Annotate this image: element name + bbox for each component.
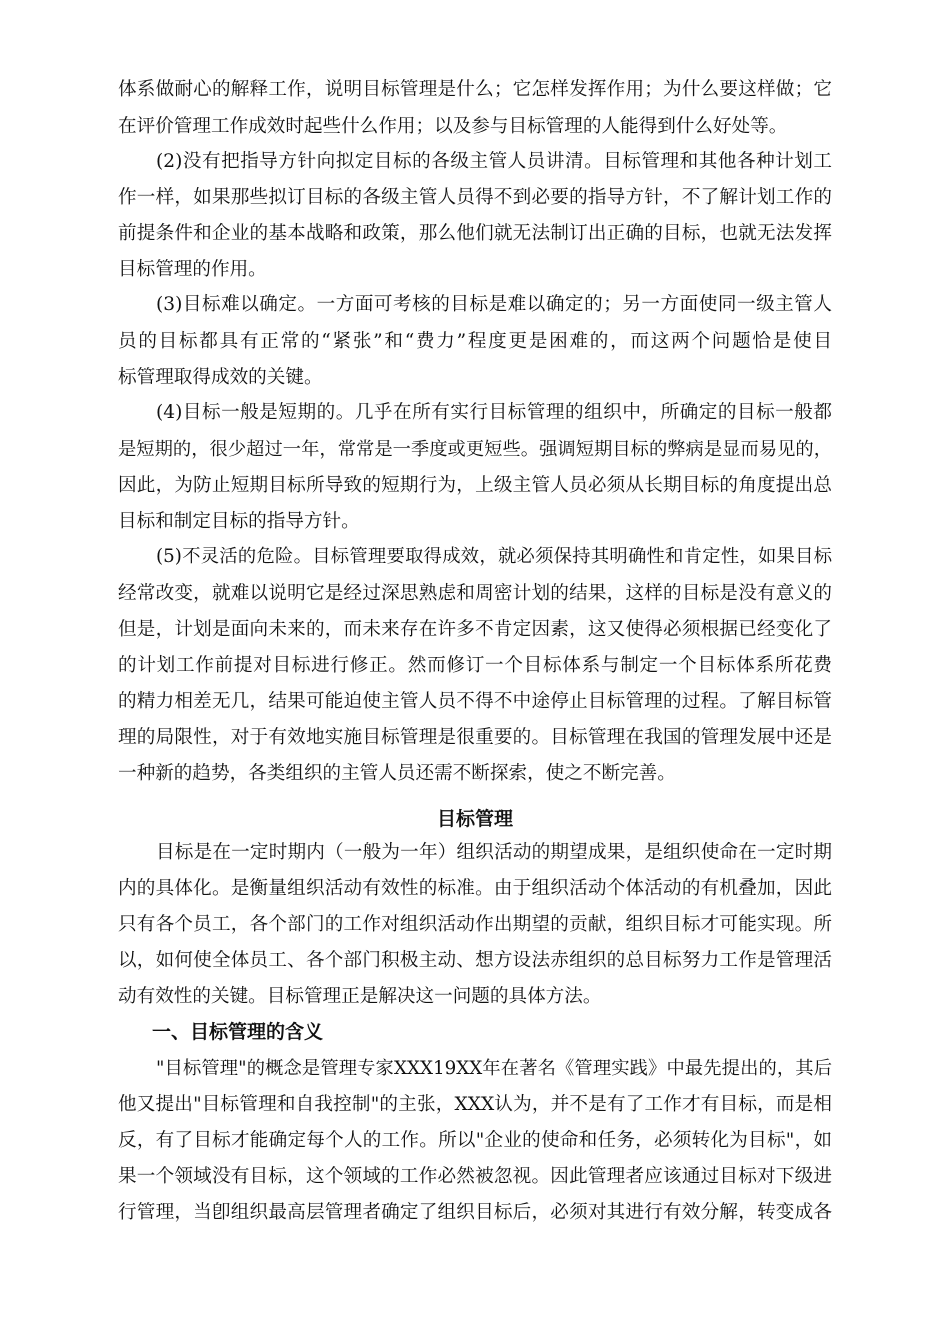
text-line: 的精力相差无几，结果可能迫使主管人员不得不中途停止目标管理的过程。了解目标管 (118, 691, 832, 712)
subheading: 一、目标管理的含义 (152, 1021, 324, 1043)
text-line: 果一个领域没有目标，这个领域的工作必然被忽视。因此管理者应该通过目标对下级进 (118, 1166, 832, 1187)
text-line: (4)目标一般是短期的。几乎在所有实行目标管理的组织中，所确定的目标一般都 (156, 402, 832, 423)
text-line: 因此，为防止短期目标所导致的短期行为，上级主管人员必须从长期目标的角度提出总 (118, 475, 832, 496)
text-line: 经常改变，就难以说明它是经过深思熟虑和周密计划的结果，这样的目标是没有意义的 (118, 583, 832, 604)
text-line: 的计划工作前提对目标进行修正。然而修订一个目标体系与制定一个目标体系所花费 (118, 655, 832, 676)
text-line: (3)目标难以确定。一方面可考核的目标是难以确定的；另一方面使同一级主管人 (156, 294, 832, 315)
text-line: 他又提出"目标管理和自我控制"的主张，XXX认为，并不是有了工作才有目标，而是相 (118, 1094, 832, 1115)
text-line: 员的目标都具有正常的“紧张”和“费力”程度更是困难的，而这两个问题恰是使目 (118, 331, 832, 352)
text-line: 目标管理的作用。 (118, 259, 267, 280)
section-title: 目标管理 (436, 808, 513, 830)
text-line: 作一样，如果那些拟订目标的各级主管人员得不到必要的指导方针，不了解计划工作的 (118, 187, 832, 208)
text-line: 行管理，当卽组织最高层管理者确定了组织目标后，必须对其进行有效分解，转变成各 (118, 1202, 832, 1223)
text-line: (2)没有把指导方针向拟定目标的各级主管人员讲清。目标管理和其他各种计划工 (156, 151, 832, 172)
text-line: 反，有了目标才能确定每个人的工作。所以"企业的使命和任务，必须转化为目标"，如 (118, 1130, 832, 1151)
text-line: 在评价管理工作成效时起些什么作用；以及参与目标管理的人能得到什么好处等。 (118, 116, 788, 137)
text-line: 目标是在一定时期内（一般为一年）组织活动的期望成果，是组织使命在一定时期 (156, 842, 832, 863)
text-line: 标管理取得成效的关键。 (118, 367, 323, 388)
text-line: 只有各个员工，各个部门的工作对组织活动作出期望的贡献，组织目标才可能实现。所 (118, 914, 832, 935)
text-line: (5)不灵活的危险。目标管理要取得成效，就必须保持其明确性和肯定性，如果目标 (156, 546, 832, 567)
text-line: 目标和制定目标的指导方针。 (118, 511, 360, 532)
text-line: 但是，计划是面向未来的，而未来存在许多不肯定因素，这又使得必须根据已经变化了 (118, 619, 832, 640)
text-line: 前提条件和企业的基本战略和政策，那么他们就无法制订出正确的目标，也就无法发挥 (118, 223, 832, 244)
text-line: 体系做耐心的解释工作，说明目标管理是什么；它怎样发挥作用；为什么要这样做；它 (118, 79, 832, 100)
text-line: 是短期的，很少超过一年，常常是一季度或更短些。强调短期目标的弊病是显而易见的， (118, 439, 832, 460)
text-line: 理的局限性，对于有效地实施目标管理是很重要的。目标管理在我国的管理发展中还是 (118, 727, 832, 748)
text-line: 一种新的趋势，各类组织的主管人员还需不断探索，使之不断完善。 (118, 763, 676, 784)
text-line: "目标管理"的概念是管理专家XXX19XX年在著名《管理实践》中最先提出的，其后 (156, 1058, 832, 1079)
text-line: 动有效性的关键。目标管理正是解决这一问题的具体方法。 (118, 986, 602, 1007)
text-line: 内的具体化。是衡量组织活动有效性的标准。由于组织活动个体活动的有机叠加，因此 (118, 878, 832, 899)
text-line: 以，如何使全体员工、各个部门积极主动、想方设法赤组织的总目标努力工作是管理活 (118, 950, 832, 971)
